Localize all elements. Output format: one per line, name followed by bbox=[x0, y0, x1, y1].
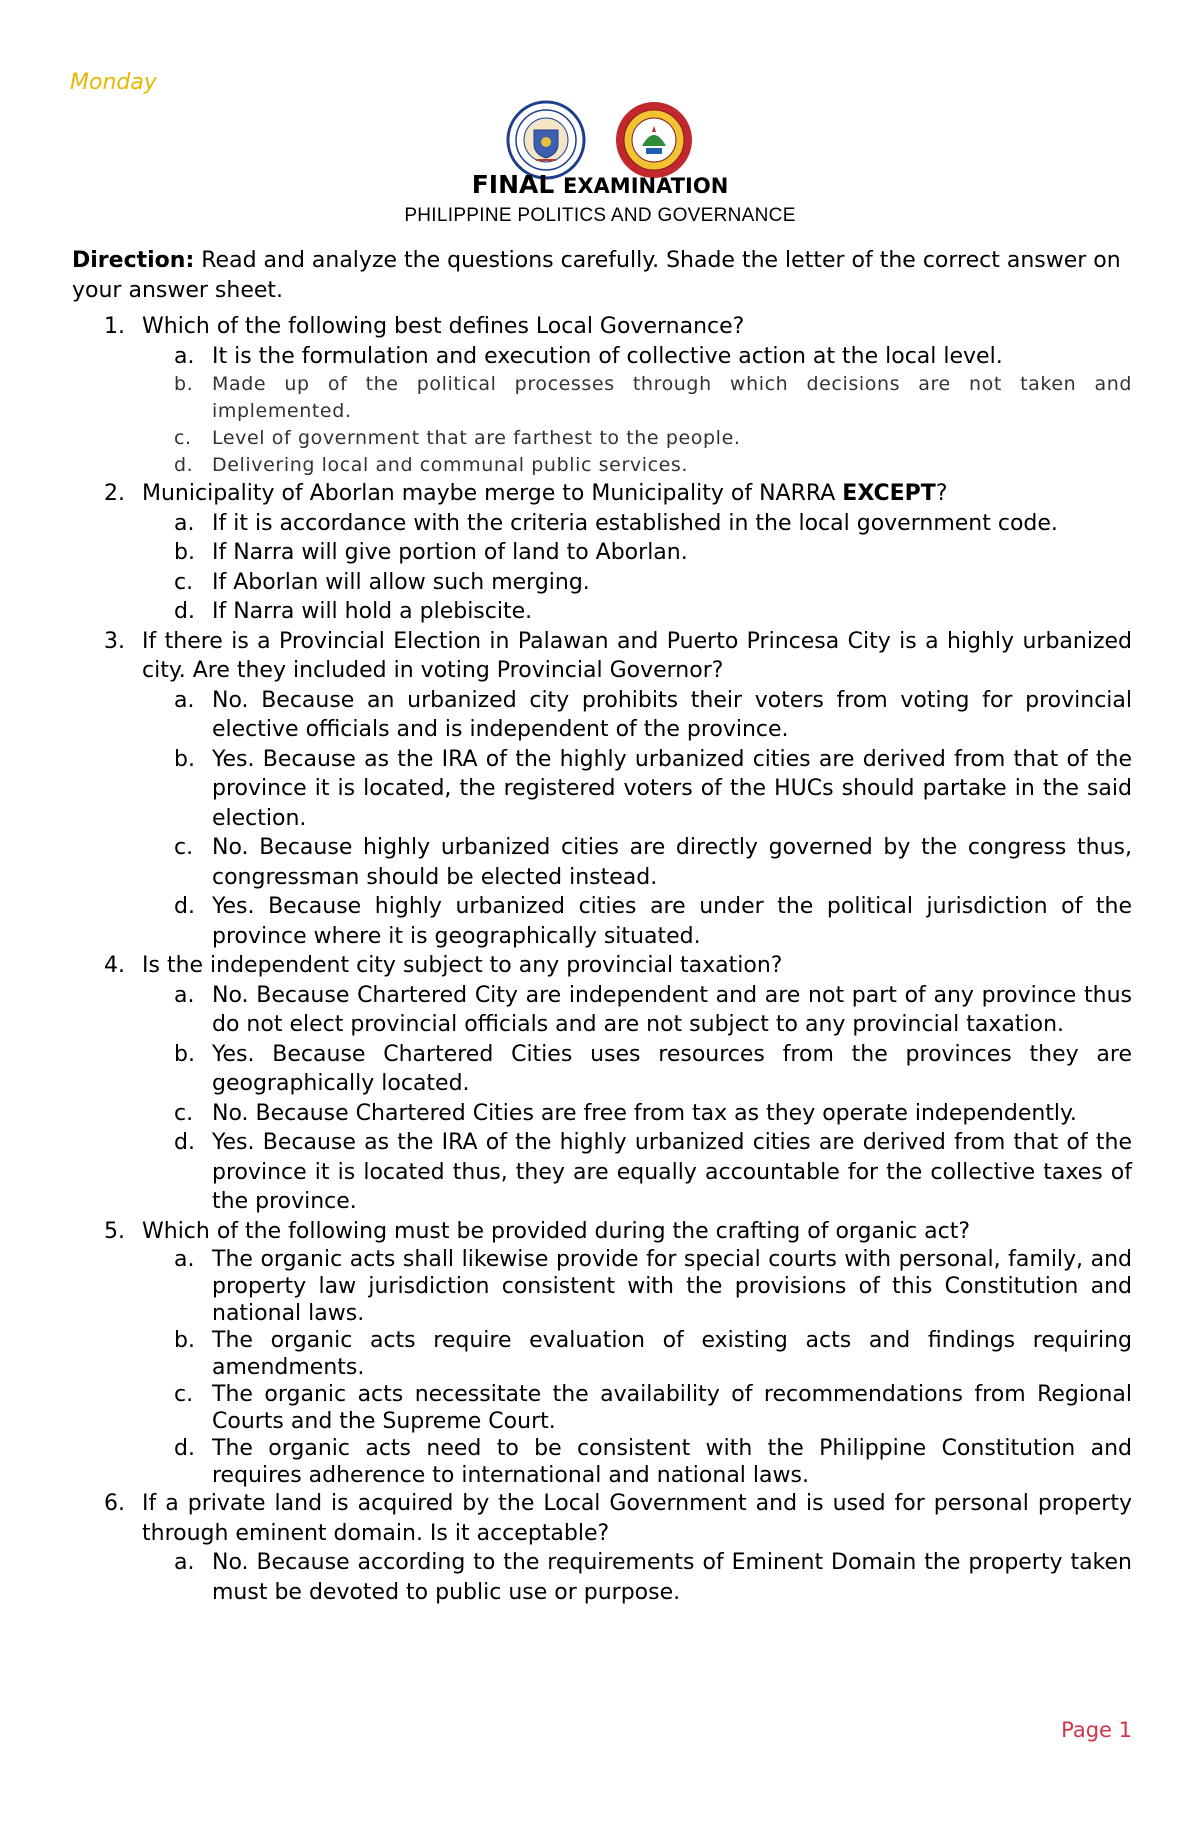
choice bbox=[142, 1099, 1132, 1129]
question-emphasis: EXCEPT bbox=[842, 481, 936, 506]
choice-letter: c. bbox=[174, 835, 194, 860]
choice-letter: d. bbox=[174, 599, 195, 624]
choice bbox=[142, 892, 1132, 951]
question-text: If a private land is acquired by the Local Government and is used for personal property through eminent domain. Is it acceptable? bbox=[142, 1491, 1132, 1546]
choice-letter: d. bbox=[174, 454, 194, 476]
school-seal-icon bbox=[614, 100, 694, 180]
choice-text: If Aborlan will allow such merging. bbox=[212, 569, 590, 595]
choice-letter: d. bbox=[174, 1436, 195, 1461]
exam-subtitle: PHILIPPINE POLITICS AND GOVERNANCE bbox=[404, 205, 796, 226]
choice bbox=[142, 568, 1132, 598]
direction-text: Read and analyze the questions carefully. Shade the letter of the correct answer on your answer sheet. bbox=[72, 248, 1121, 303]
question-text bbox=[142, 479, 1132, 509]
choice-letter: a. bbox=[174, 510, 195, 536]
choice bbox=[142, 425, 1132, 452]
choice bbox=[142, 371, 1132, 425]
choice-letter: c. bbox=[174, 1382, 194, 1407]
choice-letter: c. bbox=[174, 1100, 194, 1126]
choice bbox=[142, 1246, 1132, 1327]
header-day: Monday bbox=[70, 70, 157, 95]
direction bbox=[72, 246, 1132, 305]
choice-text: Level of government that are farthest to the people. bbox=[212, 427, 741, 449]
choice-text: No. Because Chartered Cities are free from tax as they operate independently. bbox=[212, 1100, 1077, 1126]
question-number: 1. bbox=[104, 314, 125, 339]
choice-letter: a. bbox=[174, 687, 195, 713]
question-text: Which of the following best defines Local Governance? bbox=[142, 314, 745, 339]
choice bbox=[142, 833, 1132, 892]
exam-content bbox=[72, 246, 1132, 1607]
choice-letter: a. bbox=[174, 1247, 195, 1272]
choice-letter: a. bbox=[174, 343, 195, 369]
question-3 bbox=[72, 627, 1132, 952]
question-4 bbox=[72, 951, 1132, 1217]
question-text-tail: ? bbox=[935, 481, 948, 506]
choice-text: No. Because highly urbanized cities are directly governed by the congress thus, congressman should be elected instead. bbox=[212, 835, 1132, 890]
choice-text: The organic acts require evaluation of existing acts and findings requiring amendments. bbox=[212, 1328, 1132, 1380]
choice bbox=[142, 597, 1132, 627]
question-text: Which of the following must be provided during the crafting of organic act? bbox=[142, 1218, 971, 1244]
question-number: 2. bbox=[104, 481, 125, 506]
choice bbox=[142, 1381, 1132, 1435]
choice-letter: b. bbox=[174, 1041, 195, 1067]
choice bbox=[142, 1327, 1132, 1381]
choice bbox=[142, 538, 1132, 568]
choice-letter: a. bbox=[174, 982, 195, 1008]
choice-list bbox=[142, 342, 1132, 372]
choice-text: No. Because an urbanized city prohibits their voters from voting for provincial elective officials and is independent of the province. bbox=[212, 687, 1132, 742]
choice-text: It is the formulation and execution of collective action at the local level. bbox=[212, 343, 1003, 369]
choice-text: Made up of the political processes through which decisions are not taken and implemented. bbox=[212, 373, 1132, 422]
question-number: 4. bbox=[104, 953, 125, 978]
choice bbox=[142, 509, 1132, 539]
choice-list bbox=[142, 371, 1132, 479]
choice-letter: b. bbox=[174, 373, 194, 395]
choice-letter: d. bbox=[174, 894, 195, 919]
choice-text: If Narra will hold a plebiscite. bbox=[212, 599, 533, 624]
choice-text: Yes. Because highly urbanized cities are under the political jurisdiction of the province where it is geographically situated. bbox=[212, 894, 1132, 949]
choice bbox=[142, 1548, 1132, 1607]
question-number: 5. bbox=[104, 1218, 125, 1244]
choice-list bbox=[142, 1548, 1132, 1607]
choice bbox=[142, 452, 1132, 479]
question-5 bbox=[72, 1217, 1132, 1490]
choice bbox=[142, 1040, 1132, 1099]
choice-letter: b. bbox=[174, 1328, 195, 1353]
question-1 bbox=[72, 312, 1132, 479]
page-number: Page 1 bbox=[1061, 1718, 1132, 1742]
exam-title-small: EXAMINATION bbox=[563, 174, 729, 198]
choice-letter: d. bbox=[174, 1130, 195, 1155]
logos bbox=[0, 100, 1200, 180]
choice-text: Delivering local and communal public services. bbox=[212, 454, 689, 476]
deped-seal-icon bbox=[506, 100, 586, 180]
exam-title bbox=[0, 170, 1200, 199]
question-list bbox=[72, 312, 1132, 1607]
question-6 bbox=[72, 1489, 1132, 1607]
choice-text: No. Because according to the requirements of Eminent Domain the property taken must be devoted to public use or purpose. bbox=[212, 1550, 1132, 1605]
choice-text: Yes. Because as the IRA of the highly urbanized cities are derived from that of the province it is located thus, they are equally accountable for the collective taxes of the province. bbox=[212, 1130, 1132, 1214]
question-text: If there is a Provincial Election in Palawan and Puerto Princesa City is a highly urbanized city. Are they included in voting Provincial Governor? bbox=[142, 628, 1132, 683]
choice-list bbox=[142, 981, 1132, 1217]
question-text-main: Municipality of Aborlan maybe merge to Municipality of NARRA bbox=[142, 481, 843, 506]
choice-list bbox=[142, 1246, 1132, 1489]
choice bbox=[142, 686, 1132, 745]
question-number: 6. bbox=[104, 1491, 125, 1516]
choice bbox=[142, 745, 1132, 834]
choice bbox=[142, 1128, 1132, 1217]
choice-text: The organic acts need to be consistent with the Philippine Constitution and requires adherence to international and national laws. bbox=[212, 1436, 1132, 1488]
choice-letter: b. bbox=[174, 540, 195, 565]
question-2 bbox=[72, 479, 1132, 627]
choice bbox=[142, 1435, 1132, 1489]
choice bbox=[142, 342, 1132, 372]
choice bbox=[142, 981, 1132, 1040]
choice-letter: c. bbox=[174, 427, 192, 449]
choice-text: Yes. Because Chartered Cities uses resources from the provinces they are geographically located. bbox=[212, 1041, 1132, 1096]
choice-letter: c. bbox=[174, 569, 194, 595]
choice-letter: b. bbox=[174, 746, 195, 772]
exam-title-big: FINAL bbox=[471, 170, 555, 199]
choice-text: If Narra will give portion of land to Aborlan. bbox=[212, 540, 688, 565]
choice-text: Yes. Because as the IRA of the highly urbanized cities are derived from that of the province it is located, the registered voters of the HUCs should partake in the said election. bbox=[212, 746, 1132, 831]
direction-label: Direction: bbox=[72, 248, 195, 273]
question-number: 3. bbox=[104, 628, 125, 654]
choice-list bbox=[142, 509, 1132, 627]
choice-list bbox=[142, 686, 1132, 952]
choice-text: If it is accordance with the criteria established in the local government code. bbox=[212, 510, 1058, 536]
choice-text: The organic acts necessitate the availability of recommendations from Regional Courts and the Supreme Court. bbox=[212, 1382, 1132, 1434]
choice-letter: a. bbox=[174, 1550, 195, 1575]
choice-text: The organic acts shall likewise provide for special courts with personal, family, and property law jurisdiction consistent with the provisions of this Constitution and national laws. bbox=[212, 1247, 1132, 1326]
choice-text: No. Because Chartered City are independent and are not part of any province thus do not elect provincial officials and are not subject to any provincial taxation. bbox=[212, 982, 1132, 1037]
question-text: Is the independent city subject to any provincial taxation? bbox=[142, 953, 783, 978]
